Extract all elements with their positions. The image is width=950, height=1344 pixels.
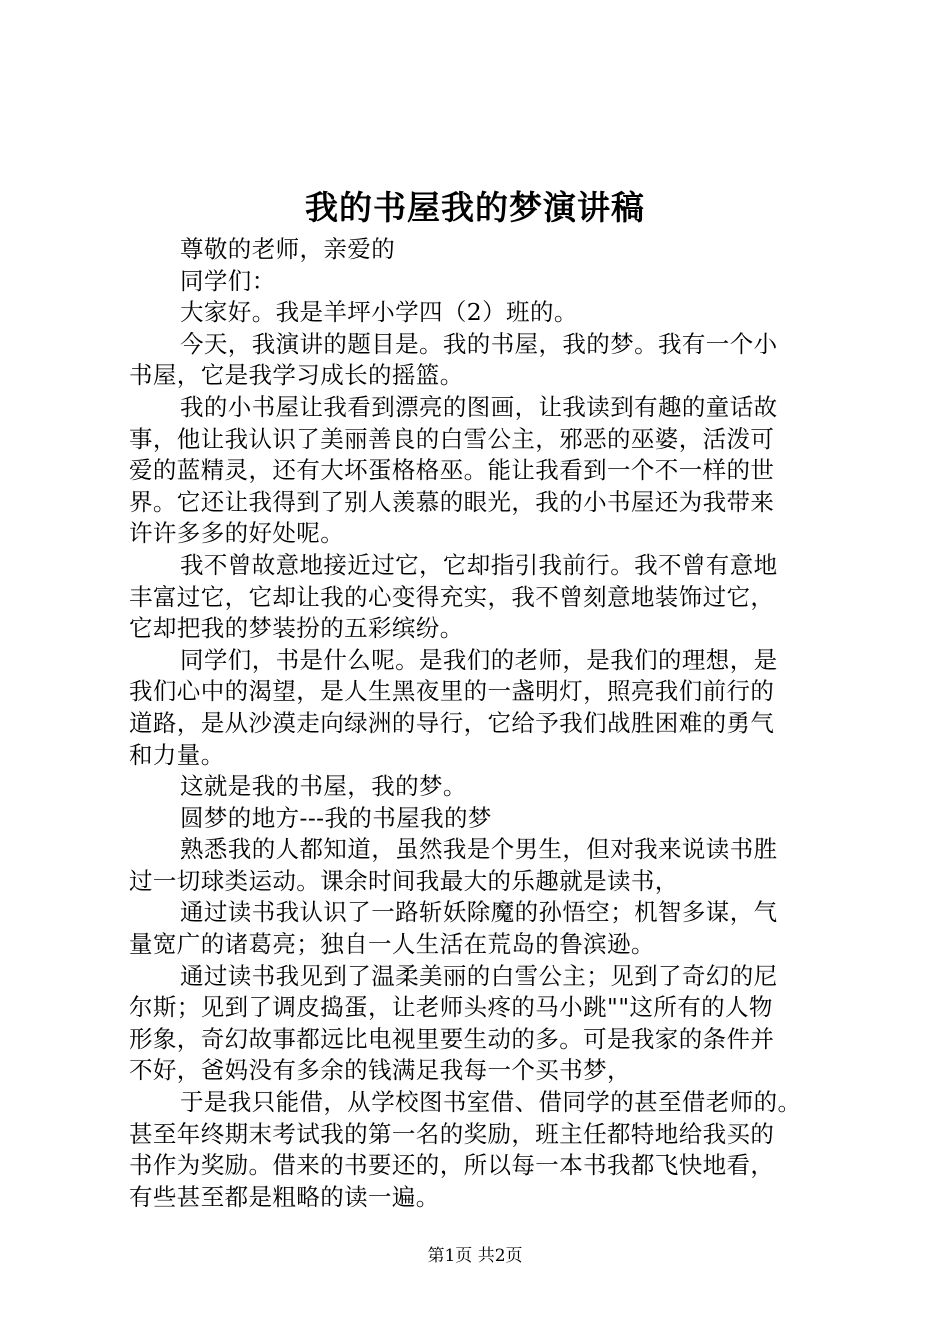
document-body <box>129 234 833 1213</box>
page-footer: 第1页 共2页 <box>427 1246 523 1266</box>
text-line: 爱的蓝精灵，还有大坏蛋格格巫。能让我看到一个不一样的世 <box>129 456 775 485</box>
text-line: 它却把我的梦装扮的五彩缤纷。 <box>129 614 464 643</box>
text-line: 有些甚至都是粗略的读一遍。 <box>129 1182 440 1211</box>
text-line: 同学们，书是什么呢。是我们的老师，是我们的理想，是 <box>180 645 778 674</box>
text-line: 许许多多的好处呢。 <box>129 519 345 548</box>
text-line: 我不曾故意地接近过它，它却指引我前行。我不曾有意地 <box>180 550 778 579</box>
text-line: 我的小书屋让我看到漂亮的图画，让我读到有趣的童话故 <box>180 392 778 421</box>
text-line: 我们心中的渴望，是人生黑夜里的一盏明灯，照亮我们前行的 <box>129 677 775 706</box>
text-line: 书屋，它是我学习成长的摇篮。 <box>129 361 464 390</box>
text-line: 于是我只能借，从学校图书室借、借同学的甚至借老师的。 <box>180 1088 802 1117</box>
text-line: 甚至年终期末考试我的第一名的奖励，班主任都特地给我买的 <box>129 1119 775 1148</box>
text-line: 界。它还让我得到了别人羡慕的眼光，我的小书屋还为我带来 <box>129 487 775 516</box>
text-line: 这就是我的书屋，我的梦。 <box>180 772 467 801</box>
text-line: 过一切球类运动。课余时间我最大的乐趣就是读书， <box>129 866 679 895</box>
text-line: 形象，奇幻故事都远比电视里要生动的多。可是我家的条件并 <box>129 1024 775 1053</box>
text-line: 大家好。我是羊坪小学四（2）班的。 <box>180 298 578 327</box>
text-line: 同学们： <box>180 266 276 295</box>
text-line: 事，他让我认识了美丽善良的白雪公主，邪恶的巫婆，活泼可 <box>129 424 775 453</box>
text-line: 量宽广的诸葛亮；独自一人生活在荒岛的鲁滨逊。 <box>129 930 655 959</box>
text-line: 通过读书我见到了温柔美丽的白雪公主；见到了奇幻的尼 <box>180 961 778 990</box>
text-line: 书作为奖励。借来的书要还的，所以每一本书我都飞快地看， <box>129 1151 775 1180</box>
text-line: 和力量。 <box>129 740 225 769</box>
text-line: 通过读书我认识了一路斩妖除魔的孙悟空；机智多谋，气 <box>180 898 778 927</box>
text-line: 尔斯；见到了调皮捣蛋，让老师头疼的马小跳""这所有的人物 <box>129 993 773 1022</box>
text-line: 今天，我演讲的题目是。我的书屋，我的梦。我有一个小 <box>180 329 778 358</box>
text-line: 不好，爸妈没有多余的钱满足我每一个买书梦， <box>129 1056 631 1085</box>
text-line: 尊敬的老师，亲爱的 <box>180 235 396 263</box>
text-line: 丰富过它，它却让我的心变得充实，我不曾刻意地装饰过它， <box>129 582 775 611</box>
text-line: 圆梦的地方---我的书屋我的梦 <box>180 803 492 832</box>
text-line: 熟悉我的人都知道，虽然我是个男生，但对我来说读书胜 <box>180 835 778 864</box>
document-title: 我的书屋我的梦演讲稿 <box>305 188 645 227</box>
text-line: 道路，是从沙漠走向绿洲的导行，它给予我们战胜困难的勇气 <box>129 708 775 737</box>
